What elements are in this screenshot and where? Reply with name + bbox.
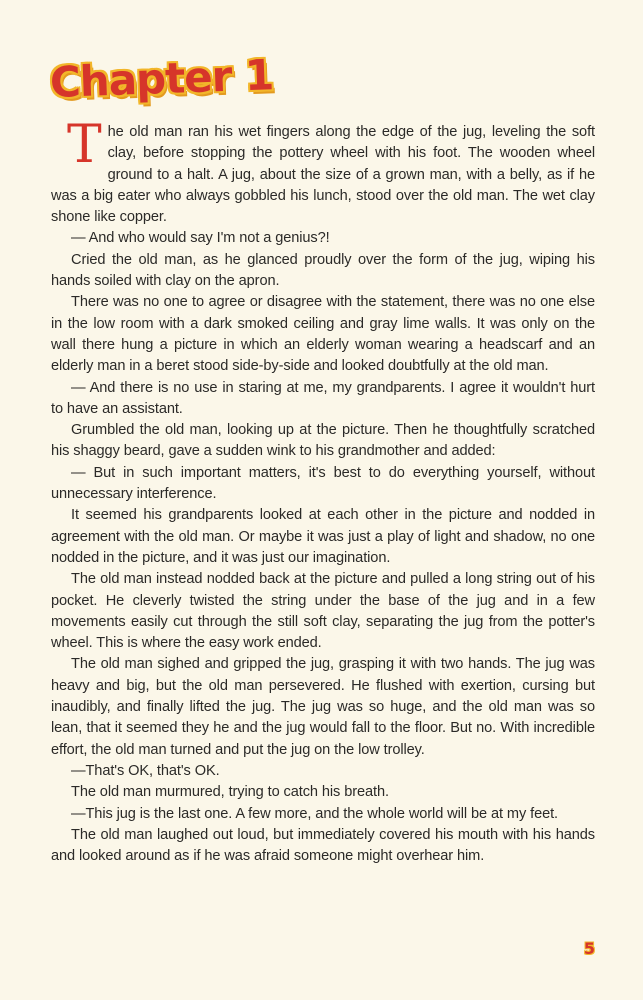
paragraph: —That's OK, that's OK. [71, 762, 220, 779]
paragraph: It seemed his grandparents looked at each other in the picture and nodded in agreement with the old man. Or maybe it was just a play of light and shadow, no one nodded in the picture, and it was just our imagination. [51, 507, 595, 566]
first-paragraph [51, 115, 595, 228]
paragraph: — But in such important matters, it's best to do everything yourself, without unnecessary interference. [51, 464, 595, 503]
paragraph: —This jug is the last one. A few more, and the whole world will be at my feet. [71, 805, 559, 822]
chapter-title: Chapter 1 [49, 50, 274, 107]
drop-cap: T [67, 115, 102, 175]
paragraph: The old man sighed and gripped the jug, grasping it with two hands. The jug was heavy and big, but the old man persevered. He flushed with exertion, cursing but inaudibly, and finally lifted the jug. The jug was so huge, and the old man was so lean, that it seemed they he and the jug would fall to the floor. But no. With incredible effort, the old man turned and put the jug on the low trolley. [51, 656, 595, 758]
first-paragraph-text: he old man ran his wet fingers along the edge of the jug, leveling the soft clay, before stopping the pottery wheel with his foot. The wooden wheel ground to a halt. A jug, about the size of a grown man, with a belly, as if he was a big eater who always gobbled his lunch, stood over the old man. The wet clay shone like copper. [51, 124, 595, 226]
chapter-body [51, 115, 595, 867]
paragraph: The old man murmured, trying to catch his breath. [71, 784, 389, 801]
paragraph: The old man laughed out loud, but immediately covered his mouth with his hands and looked around as if he was afraid someone might overhear him. [51, 826, 595, 865]
paragraph: There was no one to agree or disagree with the statement, there was no one else in the low room with a dark smoked ceiling and gray lime walls. It was only on the wall there hung a picture in which an elderly woman wearing a headscarf and an elderly man in a beret stood side-by-side and looked doubtfully at the old man. [51, 294, 595, 375]
page-number: 5 [583, 939, 595, 958]
paragraph: — And who would say I'm not a genius?! [71, 230, 330, 247]
paragraph: Grumbled the old man, looking up at the picture. Then he thoughtfully scratched his shaggy beard, gave a sudden wink to his grandmother and added: [51, 422, 595, 460]
paragraph: Cried the old man, as he glanced proudly over the form of the jug, wiping his hands soiled with clay on the apron. [51, 251, 595, 290]
paragraph: The old man instead nodded back at the picture and pulled a long string out of his pocket. He cleverly twisted the string under the base of the jug and in a few movements easily cut through the still soft clay, separating the jug from the potter's wheel. This is where the easy work ended. [51, 571, 595, 652]
paragraph: — And there is no use in staring at me, my grandparents. I agree it wouldn't hurt to have an assistant. [51, 379, 595, 417]
